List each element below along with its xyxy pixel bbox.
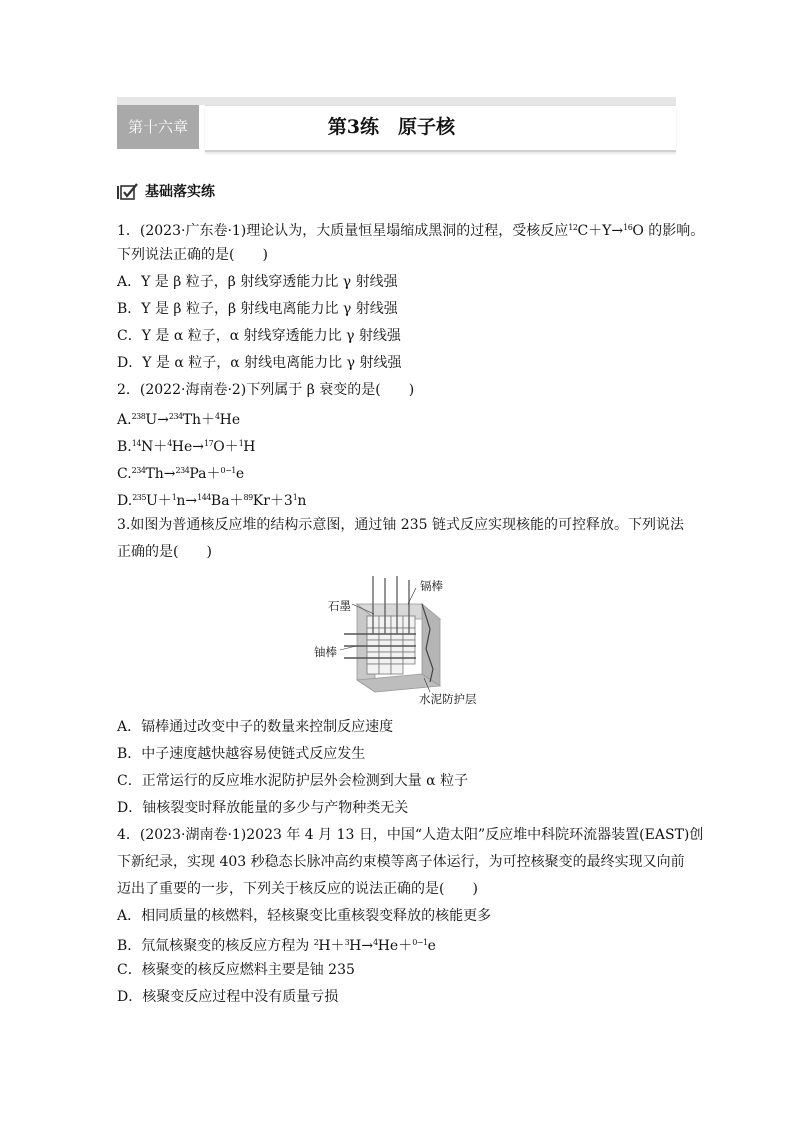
label-uranium-rod: 铀棒 <box>314 645 337 659</box>
checkbox-icon <box>117 183 139 200</box>
header-band <box>117 97 676 105</box>
q4-option-c: C．核聚变的核反应燃料主要是铀 235 <box>117 962 355 978</box>
reactor-diagram <box>312 574 487 709</box>
q4-option-d: D．核聚变反应过程中没有质量亏损 <box>117 989 339 1005</box>
q3-option-c: C．正常运行的反应堆水泥防护层外会检测到大量 α 粒子 <box>117 773 469 789</box>
label-concrete-layer: 水泥防护层 <box>419 692 477 706</box>
page-title: 第3练 原子核 <box>327 116 455 138</box>
q1-option-c: C．Y 是 α 粒子，α 射线穿透能力比 γ 射线强 <box>117 328 401 344</box>
label-graphite: 石墨 <box>328 599 351 613</box>
q4-stem-line1: 4．(2023·湖南卷·1)2023 年 4 月 13 日，中国“人造太阳”反应堆中科院环流器装置(EAST)创 <box>117 827 704 843</box>
q1-stem-line1: 1．(2023·广东卷·1)理论认为，大质量恒星塌缩成黑洞的过程，受核反应$^{12}$C＋Y→$^{16}$O 的影响。 <box>117 223 705 239</box>
q4-stem-line3: 迈出了重要的一步，下列关于核反应的说法正确的是( ) <box>117 881 478 897</box>
q2-option-b: B.$^{14}$N＋$^4$He→$^{17}$O＋$^1$H <box>117 439 256 455</box>
q3-stem-line1: 3.如图为普通核反应堆的结构示意图，通过铀 235 链式反应实现核能的可控释放。下列说法 <box>117 517 684 533</box>
q3-stem-line2: 正确的是( ) <box>117 544 212 560</box>
q4-option-b: B．氘氚核聚变的核反应方程为 $^2$H＋$^3$H→$^4$He＋$^{0-1}$e <box>117 938 436 954</box>
q4-stem-line2: 下新纪录，实现 403 秒稳态长脉冲高约束模等离子体运行，为可控核聚变的最终实现又向前 <box>117 854 685 870</box>
q4-option-a: A．相同质量的核燃料，轻核聚变比重核裂变释放的核能更多 <box>117 908 492 924</box>
chapter-label: 第十六章 <box>117 105 199 149</box>
section-heading <box>117 180 215 202</box>
q3-option-b: B．中子速度越快越容易使链式反应发生 <box>117 746 366 762</box>
q3-option-d: D．铀核裂变时释放能量的多少与产物种类无关 <box>117 800 409 816</box>
q2-option-c: C.$^{234}$Th→$^{234}$Pa＋$^{0-1}$e <box>117 466 245 482</box>
q2-stem: 2．(2022·海南卷·2)下列属于 β 衰变的是( ) <box>117 382 415 398</box>
label-cadmium-rod: 镉棒 <box>420 579 443 593</box>
q3-option-a: A．镉棒通过改变中子的数量来控制反应速度 <box>117 719 394 735</box>
q2-option-a: A.$^{238}$U→$^{234}$Th＋$^4$He <box>117 412 241 428</box>
reactor-illustration <box>312 574 487 709</box>
q1-option-b: B．Y 是 β 粒子，β 射线电离能力比 γ 射线强 <box>117 301 398 317</box>
q1-stem-line2: 下列说法正确的是( ) <box>117 247 268 263</box>
q2-option-d: $D.^{235}U+^1n\to^{144}Ba+^{89}Kr+3^1n$ <box>117 493 307 509</box>
section-title: 基础落实练 <box>145 184 215 200</box>
q1-option-d: D．Y 是 α 粒子，α 射线电离能力比 γ 射线强 <box>117 355 402 371</box>
q1-option-a: A．Y 是 β 粒子，β 射线穿透能力比 γ 射线强 <box>117 274 398 290</box>
